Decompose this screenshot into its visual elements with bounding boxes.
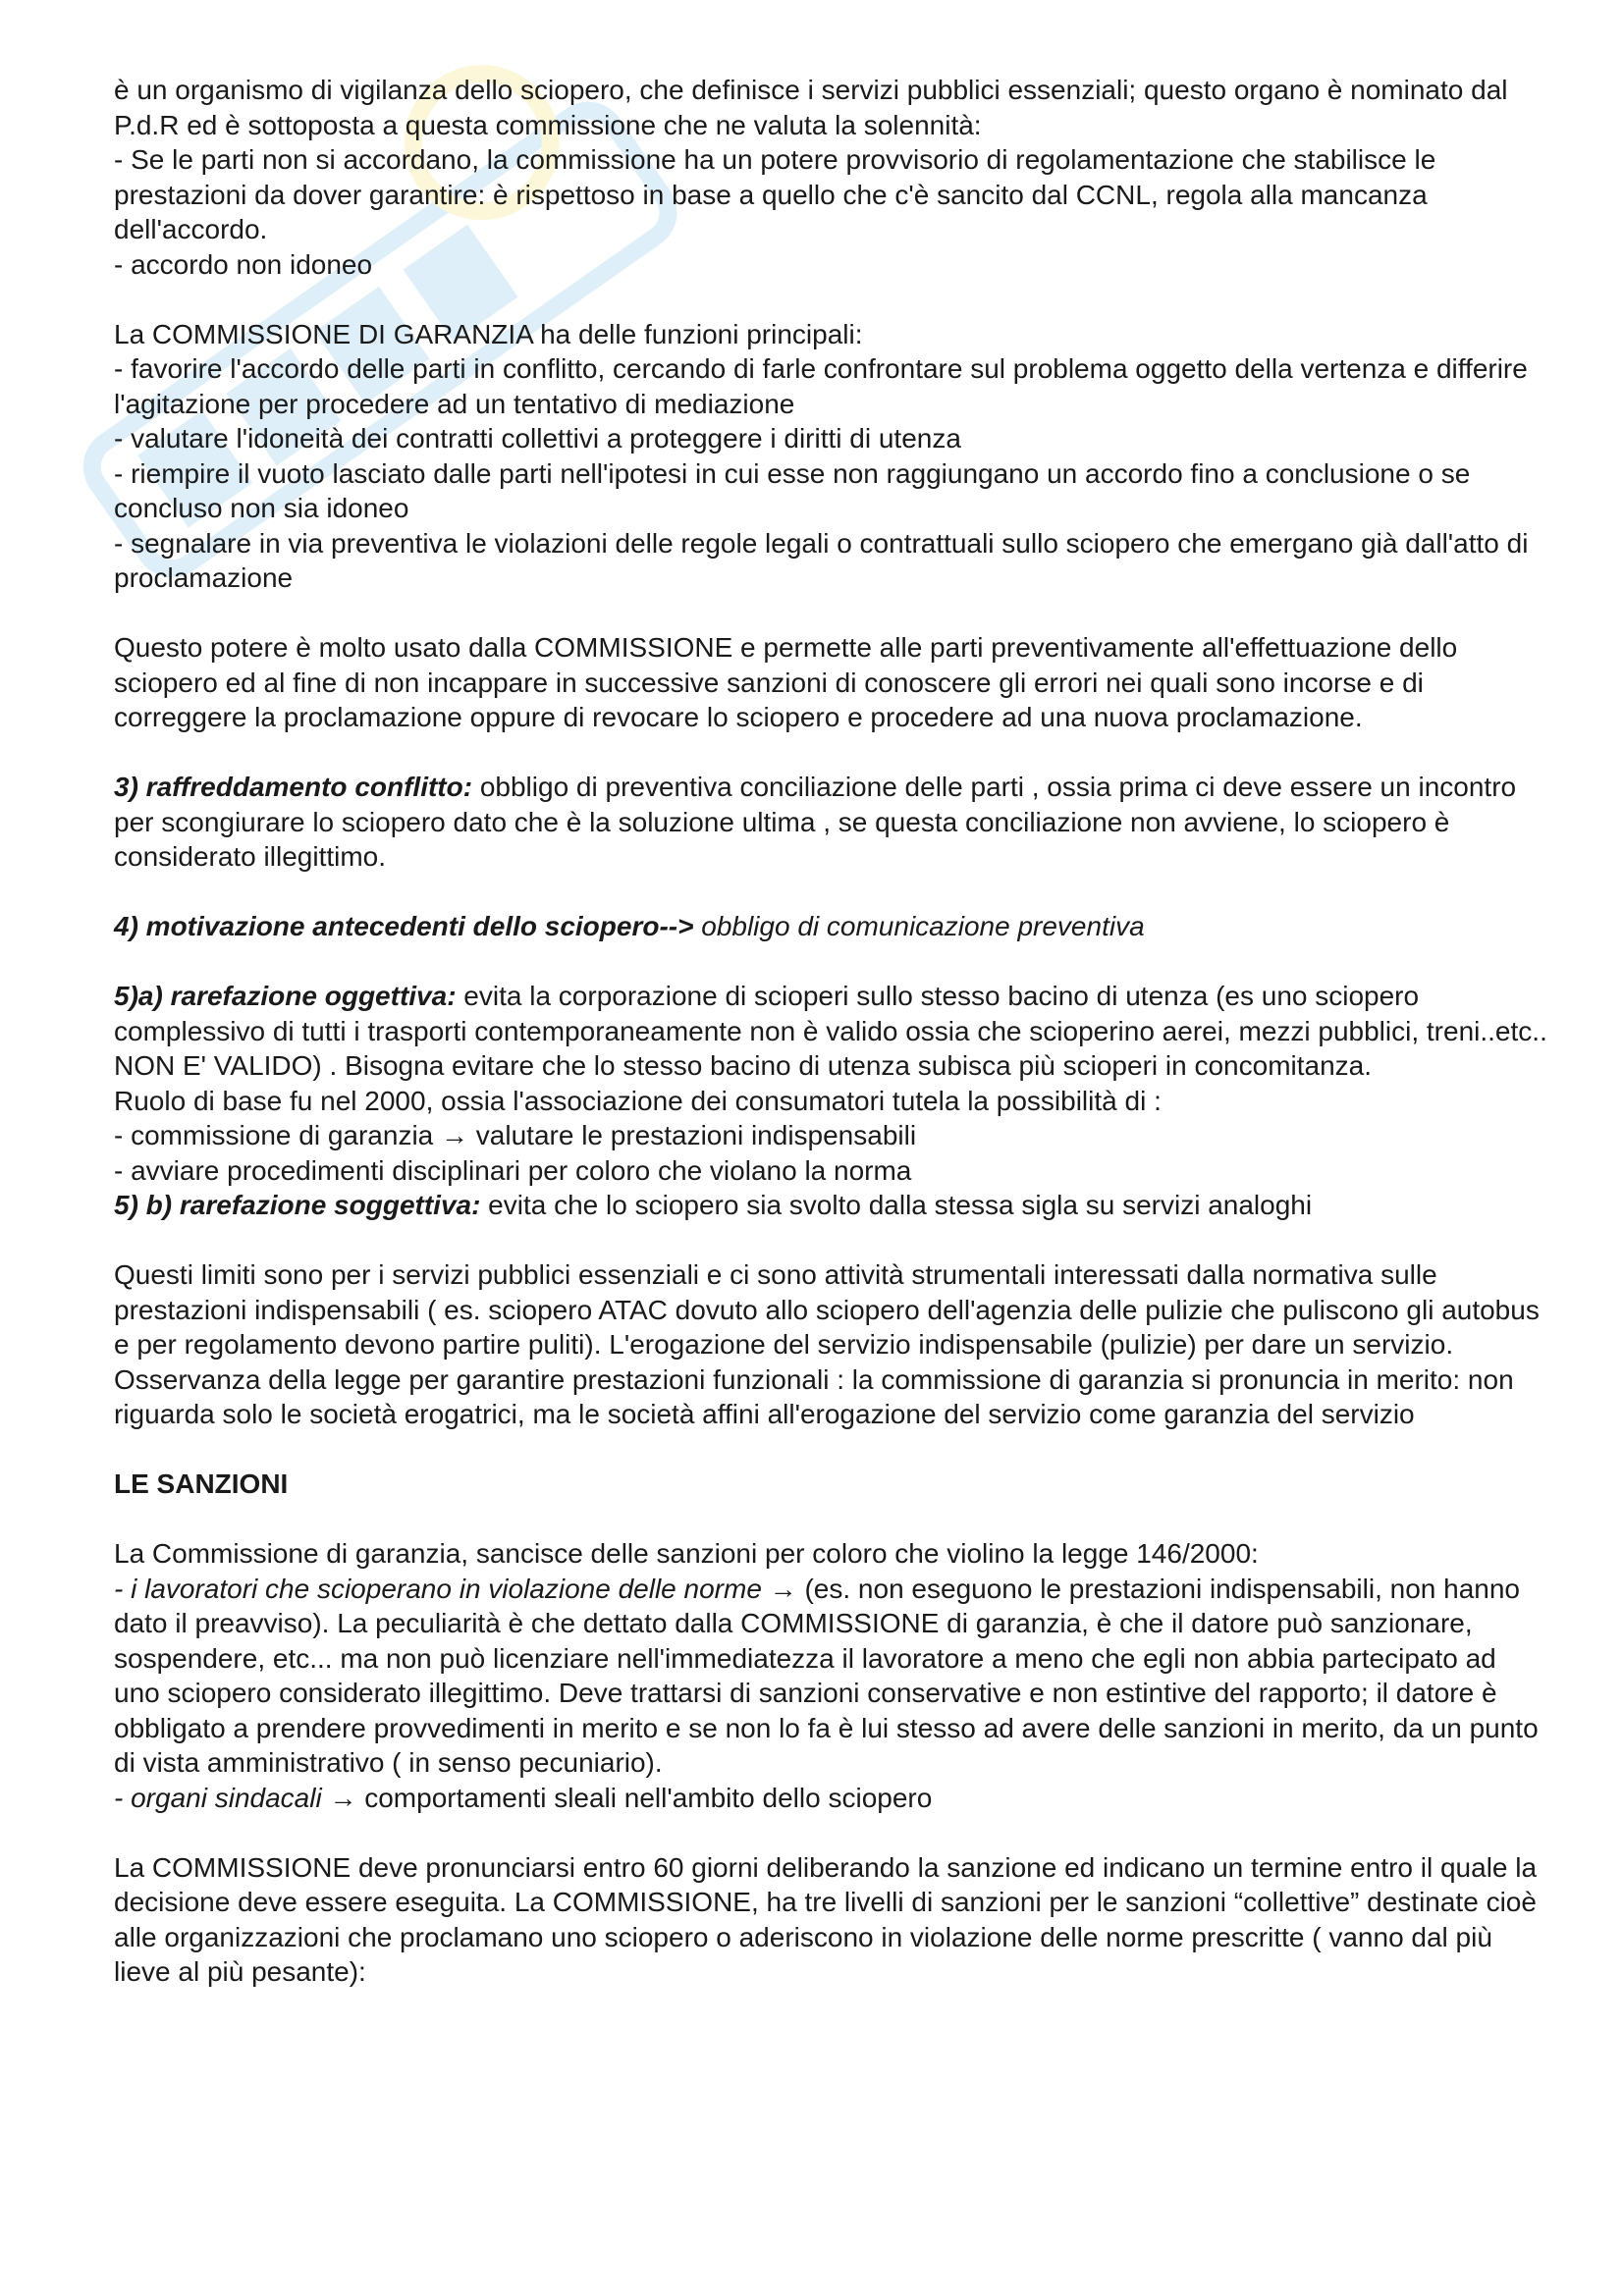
paragraph-sanzioni-intro: La Commissione di garanzia, sancisce delle sanzioni per coloro che violino la legge 146/2000:: [114, 1538, 1259, 1569]
document-page: [114, 73, 1547, 1990]
paragraph-organismo: è un organismo di vigilanza dello sciopero, che definisce i servizi pubblici essenziali; questo organo è nominato dal P.d.R ed è sottoposta a questa commissione che ne valuta la solennità:: [114, 75, 1508, 140]
heading-sanzioni: LE SANZIONI: [114, 1468, 289, 1499]
text-lavoratori: - i lavoratori che scioperano in violazione delle norme →: [114, 1573, 797, 1604]
list-item: [114, 1781, 1547, 1816]
paragraph-motivazione: [114, 909, 1547, 944]
label-rarefazione-soggettiva: 5) b) rarefazione soggettiva:: [114, 1190, 481, 1220]
paragraph-rarefazione-soggettiva: [114, 1188, 1547, 1223]
text-organi-sindacali: - organi sindacali: [114, 1782, 322, 1813]
paragraph-raffreddamento: [114, 770, 1547, 875]
text-rarefazione-oggettiva: evita la corporazione di scioperi sullo stesso bacino di utenza (es uno sciopero complessivo di tutti i trasporti contemporaneamente non è valido ossia che scioperino aerei, mezzi pubblici, treni..etc.. NON E' VALIDO) . Bisogna evitare che lo stesso bacino di utenza subisca più scioperi in concomitanza.: [114, 981, 1547, 1081]
paragraph-commissione-intro: La COMMISSIONE DI GARANZIA ha delle funzioni principali:: [114, 318, 863, 349]
label-rarefazione-oggettiva: 5)a) rarefazione oggettiva:: [114, 981, 457, 1011]
list-item: - valutare l'idoneità dei contratti collettivi a proteggere i diritti di utenza: [114, 423, 961, 454]
paragraph-pronuncia: La COMMISSIONE deve pronunciarsi entro 60 giorni deliberando la sanzione ed indicano un termine entro il quale la decisione deve essere eseguita. La COMMISSIONE, ha tre livelli di sanzioni per le sanzioni “collettive” destinate cioè alle organizzazioni che proclamano uno sciopero o aderiscono in violazione delle norme prescritte ( vanno dal più lieve al più pesante):: [114, 1851, 1538, 1987]
list-item: - riempire il vuoto lasciato dalle parti nell'ipotesi in cui esse non raggiungano un accordo fino a conclusione o se concluso non sia idoneo: [114, 457, 1471, 523]
label-motivazione: 4) motivazione antecedenti dello sciopero-->: [114, 911, 694, 941]
paragraph-potere: Questo potere è molto usato dalla COMMISSIONE e permette alle parti preventivamente all'effettuazione dello sciopero ed al fine di non incappare in successive sanzioni di conoscere gli errori nei quali sono incorse e di correggere la proclamazione oppure di revocare lo sciopero e procedere ad una nuova proclamazione.: [114, 632, 1458, 732]
label-raffreddamento: 3) raffreddamento conflitto:: [114, 772, 473, 802]
text-raffreddamento: obbligo di preventiva conciliazione delle parti , ossia prima ci deve essere un incontro per scongiurare lo sciopero dato che è la soluzione ultima , se questa conciliazione non avviene, lo sciopero è considerato illegittimo.: [114, 772, 1517, 872]
paragraph-ruolo: Ruolo di base fu nel 2000, ossia l'associazione dei consumatori tutela la possibilità di :: [114, 1085, 1162, 1116]
list-item: - avviare procedimenti disciplinari per coloro che violano la norma: [114, 1154, 912, 1186]
section-heading: [114, 1467, 1547, 1502]
paragraph-rarefazione-oggettiva: [114, 979, 1547, 1084]
list-item: - commissione di garanzia → valutare le prestazioni indispensabili: [114, 1120, 917, 1150]
paragraph-non-idoneo: - accordo non idoneo: [114, 248, 373, 280]
list-item: - segnalare in via preventiva le violazioni delle regole legali o contrattuali sullo sciopero che emergano già dall'atto di proclamazione: [114, 527, 1529, 593]
paragraph-limiti: Questi limiti sono per i servizi pubblici essenziali e ci sono attività strumentali interessati dalla normativa sulle prestazioni indispensabili ( es. sciopero ATAC dovuto allo sciopero dell'agenzia delle pulizie che puliscono gli autobus e per regolamento devono partire puliti). L'erogazione del servizio indispensabile (pulizie) per dare un servizio. Osservanza della legge per garantire prestazioni funzionali : la commissione di garanzia si pronuncia in merito: non riguarda solo le società erogatrici, ma le società affini all'erogazione del servizio come garanzia del servizio: [114, 1259, 1540, 1429]
text-motivazione: obbligo di comunicazione preventiva: [693, 911, 1145, 941]
text-lavoratori-detail: (es. non eseguono le prestazioni indispensabili, non hanno dato il preavviso). La peculiarità è che dettato dalla COMMISSIONE di garanzia, è che il datore può sanzionare, sospendere, etc... ma non può licenziare nell'immediatezza il lavoratore a meno che egli non abbia partecipato ad uno sciopero considerato illegittimo. Deve trattarsi di sanzioni conservative e non estintive del rapporto; il datore è obbligato a prendere provvedimenti in merito e se non lo fa è lui stesso ad avere delle sanzioni in merito, da un punto di vista amministrativo ( in senso pecuniario).: [114, 1573, 1539, 1778]
paragraph-accordo: - Se le parti non si accordano, la commissione ha un potere provvisorio di regolamentazione che stabilisce le prestazioni da dover garantire: è rispettoso in base a quello che c'è sancito dal CCNL, regola alla mancanza dell'accordo.: [114, 144, 1436, 244]
list-item: - favorire l'accordo delle parti in conflitto, cercando di farle confrontare sul problema oggetto della vertenza e differire l'agitazione per procedere ad un tentativo di mediazione: [114, 353, 1528, 419]
text-rarefazione-soggettiva: evita che lo sciopero sia svolto dalla stessa sigla su servizi analoghi: [480, 1190, 1313, 1220]
list-item: [114, 1572, 1547, 1781]
text-organi-sindacali-detail: → comportamenti sleali nell'ambito dello sciopero: [321, 1782, 933, 1813]
